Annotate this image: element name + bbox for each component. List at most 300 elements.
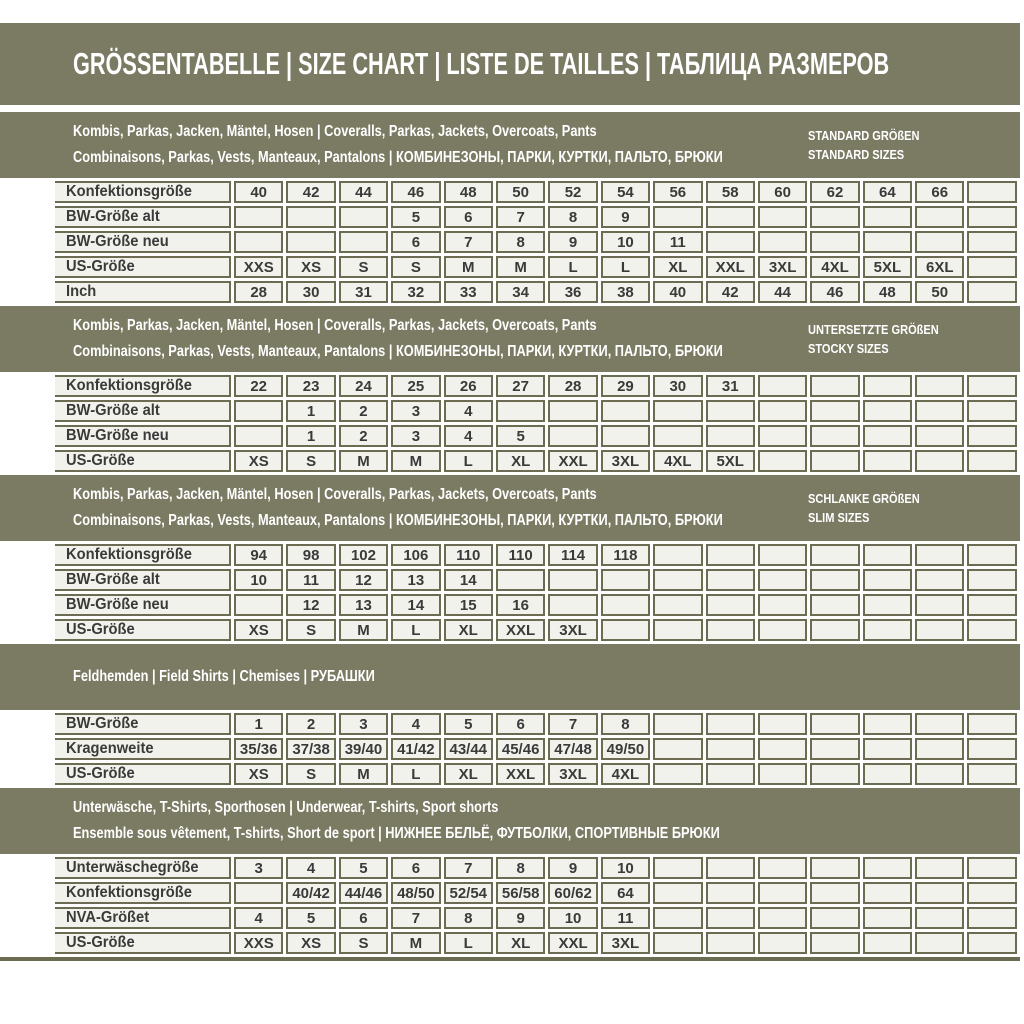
size-cell: 4XL [810,256,859,278]
sections-container [0,112,1020,957]
size-cell: 4 [444,400,493,422]
row-label: NVA-Größet [55,907,231,929]
size-cell [758,569,807,591]
size-cell [967,375,1017,397]
size-cell [967,882,1017,904]
size-cell [915,882,964,904]
section-heading-line1: Kombis, Parkas, Jacken, Mäntel, Hosen | Coveralls, Parkas, Jackets, Overcoats, Pants [73,123,597,140]
size-cell [810,544,859,566]
size-cell [915,763,964,785]
section-heading [73,482,808,534]
size-cell: 45/46 [496,738,545,760]
table-row [55,375,1017,397]
size-cell [810,619,859,641]
size-cell [758,400,807,422]
size-cell [967,544,1017,566]
section-side-label [808,802,1020,840]
size-cell [234,206,283,228]
size-cell: 3XL [601,450,650,472]
size-cell: 1 [286,400,335,422]
size-cell: 13 [339,594,388,616]
size-cell: 22 [234,375,283,397]
size-cell [653,206,702,228]
size-cell: 47/48 [548,738,597,760]
size-cell [758,450,807,472]
section-heading-band [0,112,1020,178]
section-heading [73,313,808,365]
size-cell: 4 [234,907,283,929]
size-cell: 28 [234,281,283,303]
section-side-label [808,658,1020,696]
size-cell: M [339,763,388,785]
table-row [55,619,1017,641]
table-row [55,763,1017,785]
size-cell [863,231,912,253]
size-cell: XXS [234,932,283,954]
size-cell: 54 [601,181,650,203]
size-cell: 50 [496,181,545,203]
size-cell: 12 [339,569,388,591]
section-heading-line2: Combinaisons, Parkas, Vests, Manteaux, Pantalons | КОМБИНЕЗОНЫ, ПАРКИ, КУРТКИ, ПАЛЬТО, БРЮКИ [73,149,723,166]
size-cell [234,400,283,422]
size-cell: 8 [444,907,493,929]
size-cell [967,425,1017,447]
size-cell [863,569,912,591]
size-cell: 64 [601,882,650,904]
section-heading-band [0,788,1020,854]
size-cell [653,544,702,566]
size-cell: 48 [863,281,912,303]
table-row [55,425,1017,447]
section-side-label-line2: SLIM SIZES [808,510,870,525]
table-row [55,594,1017,616]
size-cell: 66 [915,181,964,203]
size-cell: 39/40 [339,738,388,760]
size-cell [915,594,964,616]
size-cell [601,569,650,591]
size-cell: M [496,256,545,278]
size-cell: 8 [601,713,650,735]
size-cell [863,907,912,929]
size-cell [706,619,755,641]
size-cell [653,932,702,954]
size-cell: 10 [234,569,283,591]
size-cell: 10 [548,907,597,929]
size-cell: 60 [758,181,807,203]
size-table [52,854,1020,957]
size-cell: 64 [863,181,912,203]
size-cell: 56/58 [496,882,545,904]
size-cell: XS [234,450,283,472]
section-heading-line2: Combinaisons, Parkas, Vests, Manteaux, Pantalons | КОМБИНЕЗОНЫ, ПАРКИ, КУРТКИ, ПАЛЬТО, БРЮКИ [73,512,723,529]
size-cell [601,400,650,422]
size-cell: 10 [601,231,650,253]
size-cell [758,882,807,904]
size-cell: 23 [286,375,335,397]
size-cell: 3XL [548,763,597,785]
size-cell [967,231,1017,253]
size-cell [653,619,702,641]
size-cell: 4 [444,425,493,447]
size-cell: S [286,619,335,641]
size-cell: 2 [339,400,388,422]
section-heading-line2: Ensemble sous vêtement, T-shirts, Short de sport | НИЖНЕЕ БЕЛЬЁ, ФУТБОЛКИ, СПОРТИВНЫЕ БРЮКИ [73,825,720,842]
section-heading-band [0,644,1020,710]
size-cell [967,400,1017,422]
size-cell: S [339,256,388,278]
table-row [55,713,1017,735]
size-cell: 26 [444,375,493,397]
size-cell [653,713,702,735]
size-cell: 3 [339,713,388,735]
size-section [0,306,1020,475]
size-table [52,178,1020,306]
size-cell: 9 [496,907,545,929]
size-cell: 3 [234,857,283,879]
size-cell [810,425,859,447]
size-cell: 9 [601,206,650,228]
size-cell: S [391,256,440,278]
table-row [55,281,1017,303]
size-cell [758,857,807,879]
size-cell [548,594,597,616]
size-cell: L [444,932,493,954]
size-cell [967,763,1017,785]
size-cell: 6 [444,206,493,228]
size-cell: 5 [496,425,545,447]
size-cell: XL [653,256,702,278]
size-cell: XXL [706,256,755,278]
size-cell: 9 [548,857,597,879]
size-cell [601,619,650,641]
size-cell: 4 [391,713,440,735]
size-cell: S [339,932,388,954]
size-cell [653,400,702,422]
size-cell [706,882,755,904]
size-cell: 30 [286,281,335,303]
size-section [0,788,1020,957]
size-cell [706,594,755,616]
size-cell: XS [234,619,283,641]
row-label: Konfektionsgröße [55,181,231,203]
size-cell [234,594,283,616]
size-cell [706,425,755,447]
size-cell [653,569,702,591]
size-cell [863,932,912,954]
section-heading [73,664,808,690]
size-cell: XL [496,450,545,472]
size-cell: 11 [286,569,335,591]
section-heading-band [0,306,1020,372]
table-row [55,907,1017,929]
section-side-label [808,489,1020,527]
size-cell [339,231,388,253]
size-cell: 3XL [758,256,807,278]
size-cell: 2 [339,425,388,447]
size-cell [758,738,807,760]
size-cell [967,932,1017,954]
size-cell: 3XL [548,619,597,641]
row-label: Unterwäschegröße [55,857,231,879]
size-cell [601,594,650,616]
row-label: US-Größe [55,256,231,278]
size-cell: 40 [234,181,283,203]
section-side-label [808,320,1020,358]
size-cell: 25 [391,375,440,397]
size-cell [863,857,912,879]
size-cell: 1 [234,713,283,735]
size-cell [706,544,755,566]
size-cell [653,857,702,879]
row-label: Inch [55,281,231,303]
size-section [0,475,1020,644]
row-label: BW-Größe neu [55,425,231,447]
row-label: Konfektionsgröße [55,375,231,397]
size-cell: XS [286,932,335,954]
size-cell [234,425,283,447]
size-cell [758,713,807,735]
size-cell: XS [286,256,335,278]
size-cell: XL [444,763,493,785]
row-label: BW-Größe neu [55,231,231,253]
size-cell [915,231,964,253]
size-cell: 48 [444,181,493,203]
size-cell: 14 [391,594,440,616]
size-section [0,644,1020,788]
size-cell [653,594,702,616]
size-cell: 16 [496,594,545,616]
size-cell: 13 [391,569,440,591]
table-row [55,882,1017,904]
size-cell: 28 [548,375,597,397]
size-cell: S [286,450,335,472]
table-row [55,256,1017,278]
size-cell: 3 [391,400,440,422]
size-cell: 44 [339,181,388,203]
size-cell: L [391,763,440,785]
size-cell [967,181,1017,203]
size-cell [706,857,755,879]
section-side-label [808,126,1020,164]
row-label: US-Größe [55,619,231,641]
size-cell: 40 [653,281,702,303]
size-cell [863,375,912,397]
size-cell: 7 [391,907,440,929]
size-cell [286,231,335,253]
size-cell: XL [496,932,545,954]
size-cell [548,569,597,591]
size-cell: XXS [234,256,283,278]
section-side-label-line1: SCHLANKE GRÖßEN [808,491,920,506]
size-cell [706,907,755,929]
size-cell [915,425,964,447]
size-cell: M [444,256,493,278]
size-cell: 2 [286,713,335,735]
row-label: US-Größe [55,450,231,472]
table-row [55,738,1017,760]
size-cell [758,763,807,785]
section-heading-line1: Kombis, Parkas, Jacken, Mäntel, Hosen | Coveralls, Parkas, Jackets, Overcoats, Pants [73,486,597,503]
size-cell [758,932,807,954]
size-cell [863,206,912,228]
size-cell: 8 [496,231,545,253]
size-cell: 6 [339,907,388,929]
size-cell: 36 [548,281,597,303]
section-side-label-line2: STANDARD SIZES [808,147,905,162]
size-cell [758,619,807,641]
row-label: US-Größe [55,932,231,954]
size-cell: XS [234,763,283,785]
size-cell [967,738,1017,760]
size-cell: 52/54 [444,882,493,904]
size-cell: 94 [234,544,283,566]
size-cell [706,738,755,760]
size-cell: 50 [915,281,964,303]
size-cell: 5XL [863,256,912,278]
size-cell: 5XL [706,450,755,472]
size-cell [967,713,1017,735]
row-label: Kragenweite [55,738,231,760]
size-cell: 60/62 [548,882,597,904]
size-cell: 12 [286,594,335,616]
size-cell: 44 [758,281,807,303]
size-cell [496,569,545,591]
row-label: Konfektionsgröße [55,544,231,566]
size-cell [286,206,335,228]
size-cell [706,932,755,954]
size-cell: 46 [810,281,859,303]
size-cell [234,882,283,904]
size-cell: L [391,619,440,641]
size-cell [810,375,859,397]
size-cell: 6XL [915,256,964,278]
size-cell [653,882,702,904]
size-cell [915,544,964,566]
size-cell: 43/44 [444,738,493,760]
size-table [52,710,1020,788]
size-cell: 102 [339,544,388,566]
size-cell [810,206,859,228]
size-cell: 37/38 [286,738,335,760]
row-label: BW-Größe [55,713,231,735]
row-label: BW-Größe alt [55,569,231,591]
size-cell: 4XL [601,763,650,785]
table-row [55,857,1017,879]
size-cell [915,907,964,929]
page-title-band [0,23,1020,105]
size-cell [810,907,859,929]
size-cell: 7 [444,857,493,879]
size-cell [706,231,755,253]
size-cell [810,763,859,785]
size-cell: 7 [444,231,493,253]
size-cell [706,763,755,785]
size-cell: 40/42 [286,882,335,904]
size-cell [863,400,912,422]
size-section [0,112,1020,306]
size-cell [967,569,1017,591]
size-cell [810,450,859,472]
size-cell [967,206,1017,228]
size-cell: 34 [496,281,545,303]
size-cell: 6 [391,231,440,253]
size-cell: 114 [548,544,597,566]
size-cell [967,256,1017,278]
size-cell [548,425,597,447]
size-cell: 32 [391,281,440,303]
size-cell: 14 [444,569,493,591]
size-cell: 11 [601,907,650,929]
row-label: US-Größe [55,763,231,785]
size-cell [758,206,807,228]
size-cell: 5 [444,713,493,735]
row-label: BW-Größe alt [55,206,231,228]
size-cell: 4 [286,857,335,879]
size-cell [915,932,964,954]
size-cell [863,713,912,735]
size-cell [915,450,964,472]
section-heading [73,119,808,171]
size-cell [653,763,702,785]
size-cell [706,569,755,591]
size-cell: 110 [496,544,545,566]
size-cell: XXL [496,763,545,785]
size-cell: L [601,256,650,278]
size-cell [863,738,912,760]
size-cell: XXL [496,619,545,641]
size-cell [810,857,859,879]
row-label: Konfektionsgröße [55,882,231,904]
table-row [55,569,1017,591]
size-cell: 6 [496,713,545,735]
size-cell [810,594,859,616]
size-cell [810,738,859,760]
size-cell: L [444,450,493,472]
size-cell: 5 [339,857,388,879]
table-row [55,450,1017,472]
section-heading-line1: Kombis, Parkas, Jacken, Mäntel, Hosen | Coveralls, Parkas, Jackets, Overcoats, Pants [73,317,597,334]
size-cell: 31 [706,375,755,397]
table-row [55,206,1017,228]
table-row [55,231,1017,253]
size-cell [967,450,1017,472]
size-cell [967,907,1017,929]
size-cell [810,932,859,954]
section-heading-line1: Feldhemden | Field Shirts | Chemises | РУБАШКИ [73,668,375,685]
size-cell [810,231,859,253]
table-row [55,932,1017,954]
size-cell: 3 [391,425,440,447]
size-cell [967,857,1017,879]
bottom-border [0,957,1020,961]
size-cell: 62 [810,181,859,203]
section-heading-line2: Combinaisons, Parkas, Vests, Manteaux, Pantalons | КОМБИНЕЗОНЫ, ПАРКИ, КУРТКИ, ПАЛЬТО, БРЮКИ [73,343,723,360]
size-cell: 11 [653,231,702,253]
row-label: BW-Größe neu [55,594,231,616]
size-cell: 7 [548,713,597,735]
size-cell [915,713,964,735]
size-cell [758,907,807,929]
size-cell [863,594,912,616]
size-cell: 110 [444,544,493,566]
table-row [55,181,1017,203]
size-cell [653,907,702,929]
size-cell: 58 [706,181,755,203]
size-cell [758,231,807,253]
size-cell: M [391,450,440,472]
size-cell: XXL [548,932,597,954]
size-cell: M [339,450,388,472]
